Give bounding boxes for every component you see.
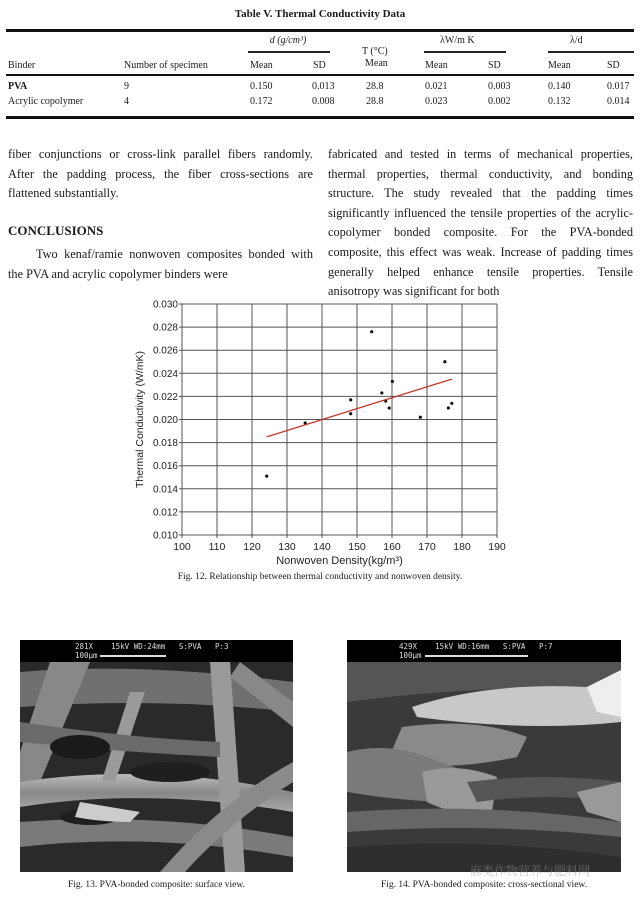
fig13-sem-image bbox=[20, 640, 293, 872]
scale-label: 100µm bbox=[399, 651, 422, 660]
data-point bbox=[447, 406, 450, 409]
y-tick-label: 0.026 bbox=[152, 345, 178, 357]
cell-k-sd: 0.002 bbox=[488, 96, 511, 107]
col-binder: Binder bbox=[8, 60, 36, 71]
col-t-mean: Mean bbox=[365, 58, 388, 69]
cell-binder: PVA bbox=[8, 81, 28, 92]
x-axis-label: Nonwoven Density(kg/m³) bbox=[276, 555, 403, 567]
cell-n: 4 bbox=[124, 96, 129, 107]
watermark: 麻类作物营养与肥料网 bbox=[470, 864, 591, 878]
scale-label: 100µm bbox=[75, 651, 98, 660]
sem-info-bar bbox=[20, 640, 293, 662]
cell-n: 9 bbox=[124, 81, 129, 92]
cell-k-mean: 0.023 bbox=[425, 96, 448, 107]
x-tick-label: 110 bbox=[208, 541, 226, 553]
col-specimen: Number of specimen bbox=[124, 60, 208, 71]
table-title: Table V. Thermal Conductivity Data bbox=[234, 8, 406, 20]
header-density: d (g/cm³) bbox=[269, 35, 307, 46]
left-column-paragraph: fiber conjunctions or cross-link parallel fibers randomly. After the padding process, the fiber cross-sections are flattened substantially. bbox=[8, 147, 313, 201]
header-conductivity: λW/m K bbox=[440, 35, 475, 46]
scale-bar bbox=[425, 655, 528, 657]
cell-r-mean: 0.132 bbox=[548, 96, 571, 107]
cell-k-mean: 0.021 bbox=[425, 81, 448, 92]
cell-r-sd: 0.014 bbox=[607, 96, 630, 107]
scale-bar bbox=[100, 655, 166, 657]
x-tick-label: 160 bbox=[383, 541, 401, 553]
sem-info-bar bbox=[347, 640, 621, 662]
y-tick-label: 0.028 bbox=[152, 322, 178, 334]
cell-binder: Acrylic copolymer bbox=[8, 96, 84, 107]
header-temperature: T (°C) bbox=[362, 46, 388, 57]
fiber-network-graphic bbox=[20, 662, 293, 872]
data-point bbox=[419, 416, 422, 419]
right-column-paragraph: fabricated and tested in terms of mechanical properties, thermal properties, thermal conductivity, and bonding structure. The study revealed that the padding times significantly influenced the tensile properties of the acrylic-copolymer bonded composite. For the PVA-bonded composite, this effect was weak. Increase of padding times generally helped enhance tensile properties. Tensile anisotropy was significant for both bbox=[328, 147, 633, 299]
y-axis-label: Thermal Conductivity (W/mK) bbox=[134, 350, 146, 489]
cell-k-sd: 0.003 bbox=[488, 81, 511, 92]
fig14-caption: Fig. 14. PVA-bonded composite: cross-sectional view. bbox=[380, 880, 588, 890]
fig14-sem-image bbox=[347, 640, 621, 872]
col-r-sd: SD bbox=[607, 60, 620, 71]
conclusions-heading: CONCLUSIONS bbox=[8, 223, 104, 238]
x-tick-label: 140 bbox=[313, 541, 331, 553]
x-tick-label: 190 bbox=[488, 541, 506, 553]
cell-r-sd: 0.017 bbox=[607, 81, 630, 92]
y-tick-label: 0.010 bbox=[152, 530, 178, 542]
fig13-caption: Fig. 13. PVA-bonded composite: surface view. bbox=[67, 880, 246, 890]
cell-d-sd: 0.013 bbox=[312, 81, 335, 92]
y-tick-label: 0.012 bbox=[152, 507, 178, 519]
cell-t-mean: 28.8 bbox=[366, 81, 384, 92]
data-point bbox=[380, 391, 383, 394]
cell-d-mean: 0.150 bbox=[250, 81, 273, 92]
x-tick-label: 150 bbox=[348, 541, 366, 553]
data-point bbox=[450, 402, 453, 405]
y-tick-label: 0.022 bbox=[152, 391, 178, 403]
data-point bbox=[265, 474, 268, 477]
cell-t-mean: 28.8 bbox=[366, 96, 384, 107]
cell-r-mean: 0.140 bbox=[548, 81, 571, 92]
y-tick-label: 0.018 bbox=[152, 438, 178, 450]
x-tick-label: 170 bbox=[418, 541, 436, 553]
col-r-mean: Mean bbox=[548, 60, 571, 71]
x-tick-label: 130 bbox=[278, 541, 296, 553]
data-point bbox=[349, 398, 352, 401]
sem-parameters: 429X 15kV WD:16mm S:PVA P:7 bbox=[399, 642, 553, 651]
y-tick-label: 0.014 bbox=[152, 484, 178, 496]
col-d-mean: Mean bbox=[250, 60, 273, 71]
x-tick-label: 100 bbox=[173, 541, 191, 553]
conclusions-paragraph: Two kenaf/ramie nonwoven composites bonded with the PVA and acrylic copolymer binders were bbox=[8, 247, 313, 281]
fig12-caption: Fig. 12. Relationship between thermal conductivity and nonwoven density. bbox=[177, 572, 463, 582]
data-point bbox=[388, 406, 391, 409]
trend-line bbox=[267, 379, 452, 437]
data-point bbox=[443, 360, 446, 363]
sem-parameters: 281X 15kV WD:24mm S:PVA P:3 bbox=[75, 642, 229, 651]
cell-d-sd: 0.008 bbox=[312, 96, 335, 107]
header-ratio: λ/d bbox=[570, 35, 583, 46]
y-tick-label: 0.020 bbox=[152, 415, 178, 426]
data-point bbox=[391, 380, 394, 383]
cross-section-graphic bbox=[347, 662, 621, 872]
cell-d-mean: 0.172 bbox=[250, 96, 273, 107]
data-point bbox=[370, 330, 373, 333]
y-tick-label: 0.016 bbox=[152, 461, 178, 473]
col-k-mean: Mean bbox=[425, 60, 448, 71]
col-k-sd: SD bbox=[488, 60, 501, 71]
y-tick-label: 0.024 bbox=[152, 368, 178, 380]
x-tick-label: 120 bbox=[243, 541, 261, 553]
col-d-sd: SD bbox=[313, 60, 326, 71]
y-tick-label: 0.030 bbox=[152, 299, 178, 311]
data-point bbox=[349, 412, 352, 415]
x-tick-label: 180 bbox=[453, 541, 471, 553]
